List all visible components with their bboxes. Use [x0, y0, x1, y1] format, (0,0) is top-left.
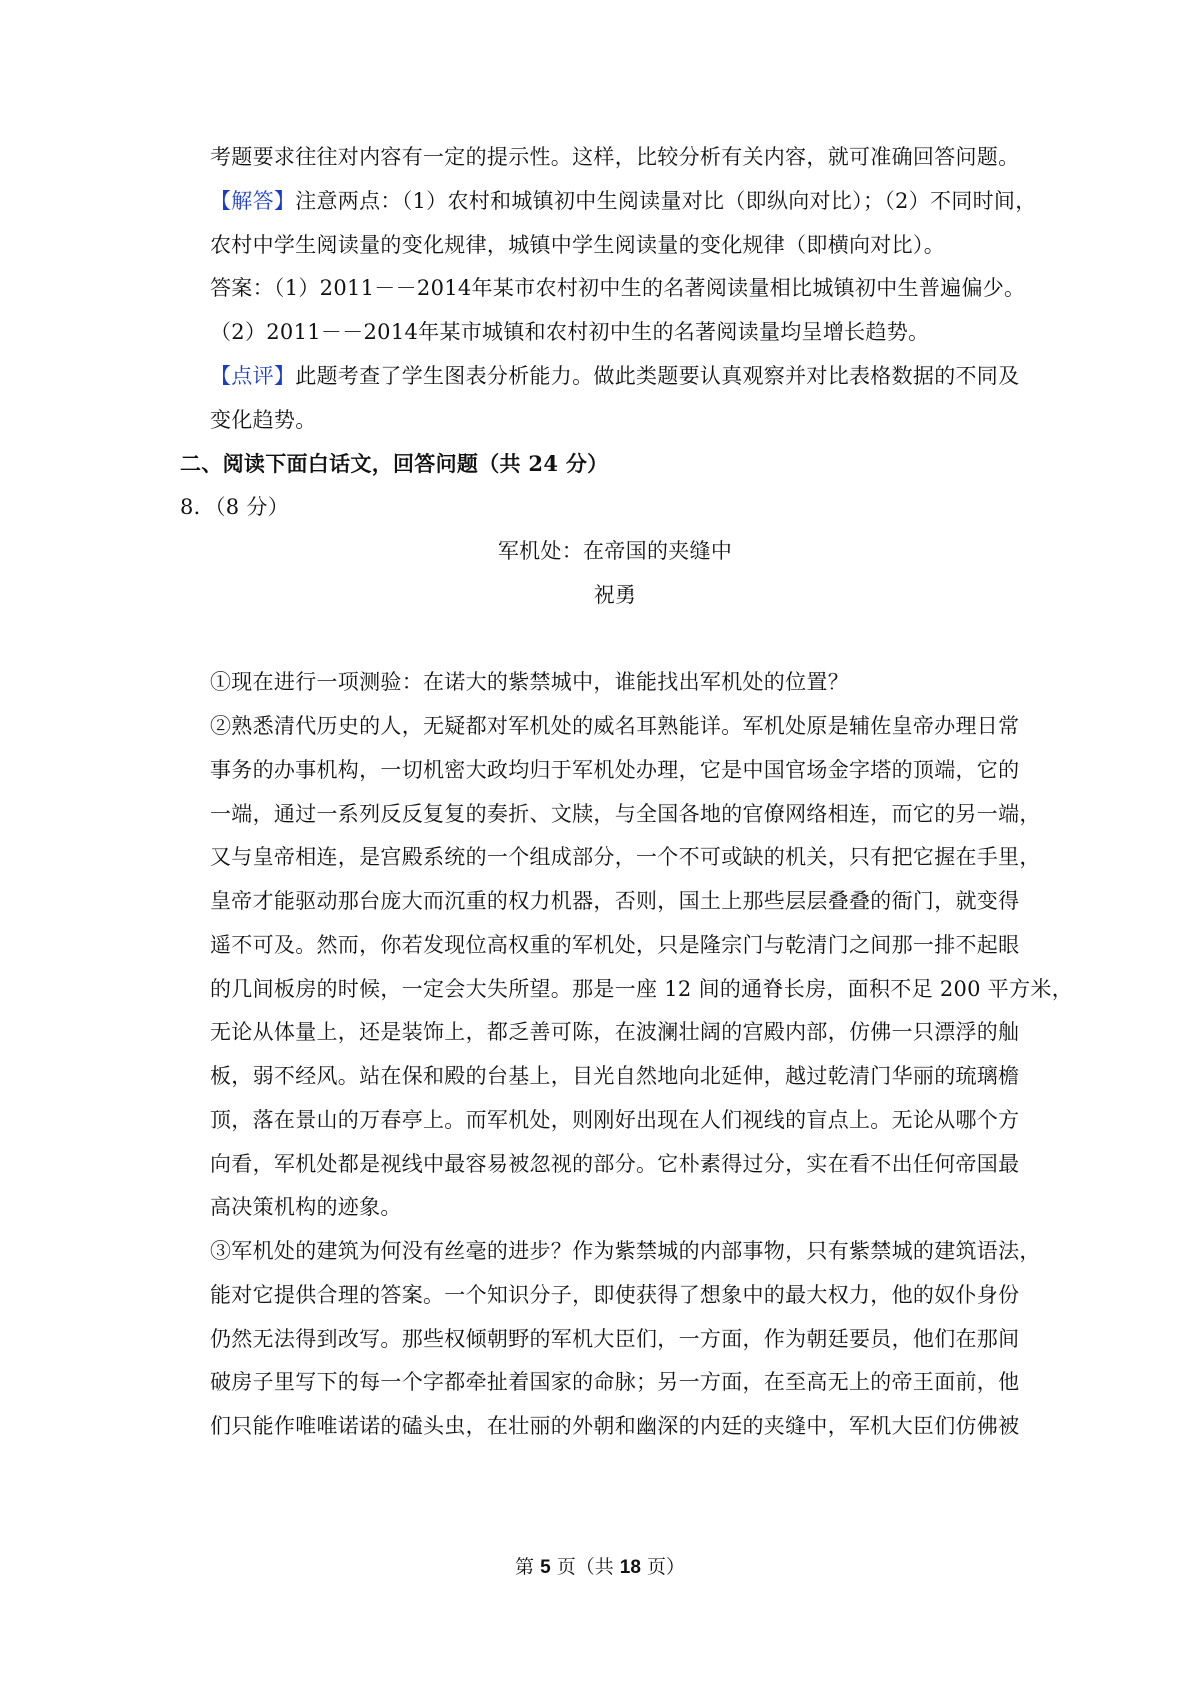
answer-tag: 【解答】 [210, 189, 296, 213]
footer-prefix: 第 [515, 1556, 541, 1578]
comment-line-2: 变化趋势。 [210, 408, 317, 432]
article-line: 能对它提供合理的答案。一个知识分子，即使获得了想象中的最大权力，他的奴仆身份 [210, 1283, 1020, 1307]
article-line: 向看，军机处都是视线中最容易被忽视的部分。它朴素得过分，实在看不出任何帝国最 [210, 1152, 1020, 1176]
article-title: 军机处：在帝国的夹缝中 [497, 539, 733, 563]
article-line: 板，弱不经风。站在保和殿的台基上，目光自然地向北延伸，越过乾清门华丽的琉璃檐 [210, 1064, 1020, 1088]
article-line: 皇帝才能驱动那台庞大而沉重的权力机器，否则，国土上那些层层叠叠的衙门，就变得 [210, 889, 1020, 913]
article-line: 仍然无法得到改写。那些权倾朝野的军机大臣们，一方面，作为朝廷要员，他们在那间 [210, 1327, 1020, 1351]
question-number: 8．（8 分） [180, 495, 289, 519]
article-line: 事务的办事机构，一切机密大政均归于军机处办理，它是中国官场金字塔的顶端，它的 [210, 758, 1020, 782]
article-line: ②熟悉清代历史的人，无疑都对军机处的威名耳熟能详。军机处原是辅佐皇帝办理日常 [210, 714, 1020, 738]
article-line: 破房子里写下的每一个字都牵扯着国家的命脉；另一方面，在至高无上的帝王面前，他 [210, 1370, 1020, 1394]
article-author: 祝勇 [593, 583, 637, 607]
article-line: 又与皇帝相连，是宫殿系统的一个组成部分，一个不可或缺的机关，只有把它握在手里， [210, 845, 1041, 869]
article-line: 的几间板房的时候，一定会大失所望。那是一座 12 间的通脊长房，面积不足 200 平方米， [210, 977, 1074, 1001]
answer-result-2: （2）2011－－2014年某市城镇和农村初中生的名著阅读量均呈增长趋势。 [210, 320, 930, 344]
answer-result-1: 答案：（1）2011－－2014年某市农村初中生的名著阅读量相比城镇初中生普遍偏少。 [210, 276, 1026, 300]
footer-suffix: 页） [640, 1556, 685, 1578]
comment-tag: 【点评】 [210, 364, 296, 388]
comment-line-1 [210, 361, 1019, 391]
article-line: 顶，落在景山的万春亭上。而军机处，则刚好出现在人们视线的盲点上。无论从哪个方 [210, 1108, 1020, 1132]
article-line: 一端，通过一系列反反复复的奏折、文牍，与全国各地的官僚网络相连，而它的另一端， [210, 802, 1041, 826]
footer-total-pages: 18 [619, 1557, 641, 1578]
article-line: 高决策机构的迹象。 [210, 1195, 402, 1219]
article-line: ③军机处的建筑为何没有丝毫的进步？作为紫禁城的内部事物，只有紫禁城的建筑语法， [210, 1239, 1041, 1263]
article-line: 们只能作唯唯诺诺的磕头虫，在壮丽的外朝和幽深的内廷的夹缝中，军机大臣们仿佛被 [210, 1414, 1020, 1438]
answer-line-1 [210, 186, 1037, 216]
answer-text-1: 注意两点：（1）农村和城镇初中生阅读量对比（即纵向对比）；（2）不同时间， [295, 189, 1037, 213]
section-heading: 二、阅读下面白话文，回答问题（共 24 分） [180, 451, 609, 476]
footer-page-number: 5 [540, 1557, 551, 1578]
article-line: ①现在进行一项测验：在诺大的紫禁城中，谁能找出军机处的位置？ [210, 670, 849, 694]
comment-text-1: 此题考查了学生图表分析能力。做此类题要认真观察并对比表格数据的不同及 [295, 364, 1020, 388]
article-line: 无论从体量上，还是装饰上，都乏善可陈，在波澜壮阔的宫殿内部，仿佛一只漂浮的舢 [210, 1020, 1020, 1044]
page-footer [0, 1554, 1200, 1581]
footer-mid: 页（共 [550, 1556, 620, 1578]
analysis-tail-line: 考题要求往往对内容有一定的提示性。这样，比较分析有关内容，就可准确回答问题。 [210, 145, 1020, 169]
article-line: 遥不可及。然而，你若发现位高权重的军机处，只是隆宗门与乾清门之间那一排不起眼 [210, 933, 1020, 957]
answer-line-2: 农村中学生阅读量的变化规律，城镇中学生阅读量的变化规律（即横向对比）。 [210, 233, 945, 257]
